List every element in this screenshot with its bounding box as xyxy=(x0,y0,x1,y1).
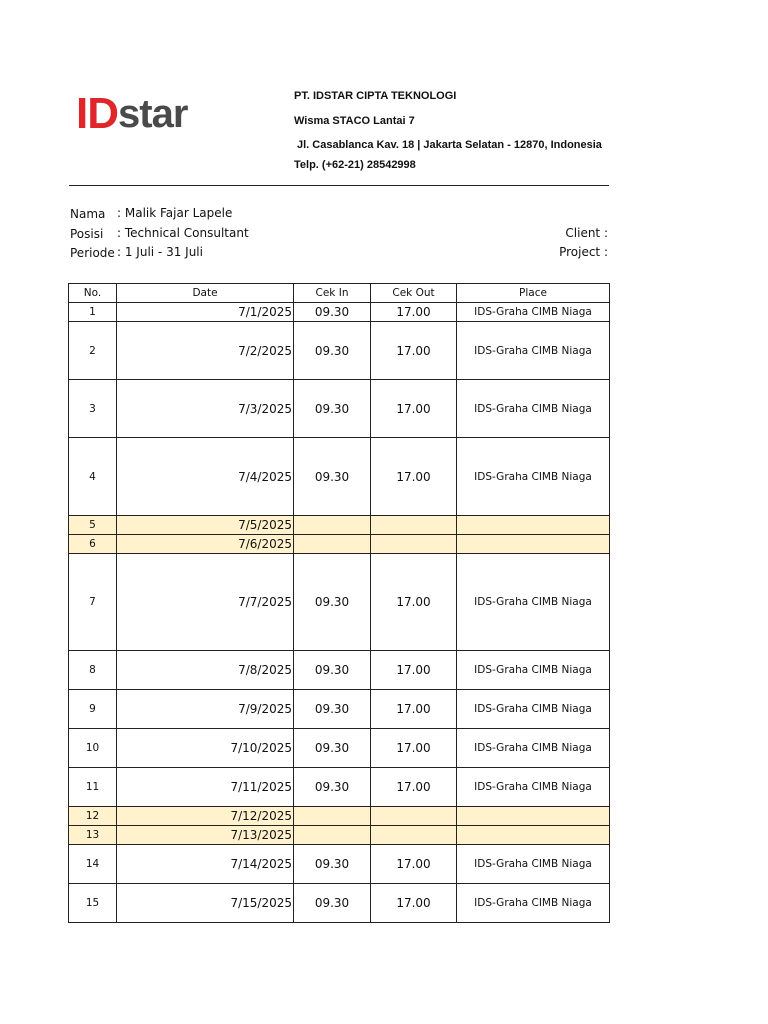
cell-no: 2 xyxy=(69,322,117,380)
cell-no: 12 xyxy=(69,807,117,826)
company-logo xyxy=(76,89,188,138)
cell-no: 7 xyxy=(69,554,117,651)
cell-place: IDS-Graha CIMB Niaga xyxy=(457,322,610,380)
cell-no: 14 xyxy=(69,845,117,884)
company-phone: Telp. (+62-21) 28542998 xyxy=(294,159,416,171)
cell-cek-out: 17.00 xyxy=(371,438,457,516)
cell-date: 7/5/2025 xyxy=(117,516,294,535)
project-label: Project : xyxy=(559,245,608,259)
table-row xyxy=(69,884,610,923)
header-place: Place xyxy=(457,284,610,303)
cell-date: 7/3/2025 xyxy=(117,380,294,438)
attendance-table xyxy=(68,283,610,923)
cell-cek-out: 17.00 xyxy=(371,554,457,651)
cell-place: IDS-Graha CIMB Niaga xyxy=(457,768,610,807)
company-name: PT. IDSTAR CIPTA TEKNOLOGI xyxy=(294,90,457,102)
nama-value: : Malik Fajar Lapele xyxy=(117,206,233,220)
cell-cek-out: 17.00 xyxy=(371,651,457,690)
cell-date: 7/14/2025 xyxy=(117,845,294,884)
cell-place: IDS-Graha CIMB Niaga xyxy=(457,651,610,690)
header-cek-in: Cek In xyxy=(294,284,371,303)
cell-date: 7/8/2025 xyxy=(117,651,294,690)
periode-label: Periode xyxy=(70,246,115,260)
table-row xyxy=(69,845,610,884)
table-row xyxy=(69,651,610,690)
table-header-row xyxy=(69,284,610,303)
cell-place xyxy=(457,807,610,826)
cell-cek-out: 17.00 xyxy=(371,322,457,380)
cell-no: 8 xyxy=(69,651,117,690)
cell-cek-out xyxy=(371,516,457,535)
table-row xyxy=(69,535,610,554)
cell-place: IDS-Graha CIMB Niaga xyxy=(457,729,610,768)
table-row xyxy=(69,807,610,826)
cell-no: 11 xyxy=(69,768,117,807)
cell-cek-out xyxy=(371,535,457,554)
cell-place: IDS-Graha CIMB Niaga xyxy=(457,845,610,884)
table-row xyxy=(69,380,610,438)
cell-cek-out: 17.00 xyxy=(371,690,457,729)
client-label: Client : xyxy=(565,226,608,240)
company-header xyxy=(294,88,608,178)
cell-cek-in: 09.30 xyxy=(294,768,371,807)
cell-place xyxy=(457,516,610,535)
cell-cek-in: 09.30 xyxy=(294,690,371,729)
header-cek-out: Cek Out xyxy=(371,284,457,303)
cell-date: 7/13/2025 xyxy=(117,826,294,845)
posisi-value: : Technical Consultant xyxy=(117,226,249,240)
cell-cek-out: 17.00 xyxy=(371,884,457,923)
cell-cek-in: 09.30 xyxy=(294,380,371,438)
company-address: Jl. Casablanca Kav. 18 | Jakarta Selatan - 12870, Indonesia xyxy=(297,139,602,151)
cell-cek-out: 17.00 xyxy=(371,303,457,322)
cell-place: IDS-Graha CIMB Niaga xyxy=(457,884,610,923)
cell-no: 6 xyxy=(69,535,117,554)
nama-label: Nama xyxy=(70,207,106,221)
table-row xyxy=(69,826,610,845)
cell-cek-in xyxy=(294,516,371,535)
periode-value: : 1 Juli - 31 Juli xyxy=(117,245,203,259)
cell-date: 7/10/2025 xyxy=(117,729,294,768)
cell-cek-in: 09.30 xyxy=(294,322,371,380)
cell-no: 15 xyxy=(69,884,117,923)
cell-cek-out: 17.00 xyxy=(371,845,457,884)
cell-no: 3 xyxy=(69,380,117,438)
cell-place: IDS-Graha CIMB Niaga xyxy=(457,380,610,438)
cell-date: 7/9/2025 xyxy=(117,690,294,729)
cell-no: 4 xyxy=(69,438,117,516)
cell-cek-out: 17.00 xyxy=(371,729,457,768)
table-row xyxy=(69,322,610,380)
cell-date: 7/4/2025 xyxy=(117,438,294,516)
cell-place: IDS-Graha CIMB Niaga xyxy=(457,690,610,729)
cell-no: 13 xyxy=(69,826,117,845)
cell-date: 7/1/2025 xyxy=(117,303,294,322)
cell-cek-in: 09.30 xyxy=(294,884,371,923)
cell-no: 1 xyxy=(69,303,117,322)
header-divider xyxy=(69,185,609,186)
posisi-label: Posisi xyxy=(70,227,104,241)
cell-cek-out: 17.00 xyxy=(371,380,457,438)
cell-cek-in xyxy=(294,535,371,554)
cell-cek-out: 17.00 xyxy=(371,768,457,807)
table-row xyxy=(69,303,610,322)
header-date: Date xyxy=(117,284,294,303)
table-row xyxy=(69,690,610,729)
cell-no: 5 xyxy=(69,516,117,535)
logo-text-id: ID xyxy=(76,89,118,138)
table-row xyxy=(69,768,610,807)
cell-cek-in: 09.30 xyxy=(294,651,371,690)
cell-place: IDS-Graha CIMB Niaga xyxy=(457,303,610,322)
cell-date: 7/2/2025 xyxy=(117,322,294,380)
cell-cek-in: 09.30 xyxy=(294,845,371,884)
table-row xyxy=(69,554,610,651)
cell-cek-in: 09.30 xyxy=(294,438,371,516)
cell-cek-in xyxy=(294,807,371,826)
logo-text-star: star xyxy=(118,92,188,136)
cell-date: 7/11/2025 xyxy=(117,768,294,807)
cell-cek-in: 09.30 xyxy=(294,729,371,768)
cell-no: 10 xyxy=(69,729,117,768)
header-no: No. xyxy=(69,284,117,303)
cell-place: IDS-Graha CIMB Niaga xyxy=(457,438,610,516)
cell-no: 9 xyxy=(69,690,117,729)
table-row xyxy=(69,438,610,516)
cell-place: IDS-Graha CIMB Niaga xyxy=(457,554,610,651)
cell-date: 7/7/2025 xyxy=(117,554,294,651)
table-row xyxy=(69,729,610,768)
cell-place xyxy=(457,535,610,554)
cell-cek-out xyxy=(371,807,457,826)
cell-cek-in: 09.30 xyxy=(294,554,371,651)
cell-cek-in xyxy=(294,826,371,845)
company-building: Wisma STACO Lantai 7 xyxy=(294,115,415,127)
table-row xyxy=(69,516,610,535)
cell-date: 7/12/2025 xyxy=(117,807,294,826)
cell-place xyxy=(457,826,610,845)
cell-date: 7/6/2025 xyxy=(117,535,294,554)
cell-cek-in: 09.30 xyxy=(294,303,371,322)
cell-cek-out xyxy=(371,826,457,845)
cell-date: 7/15/2025 xyxy=(117,884,294,923)
